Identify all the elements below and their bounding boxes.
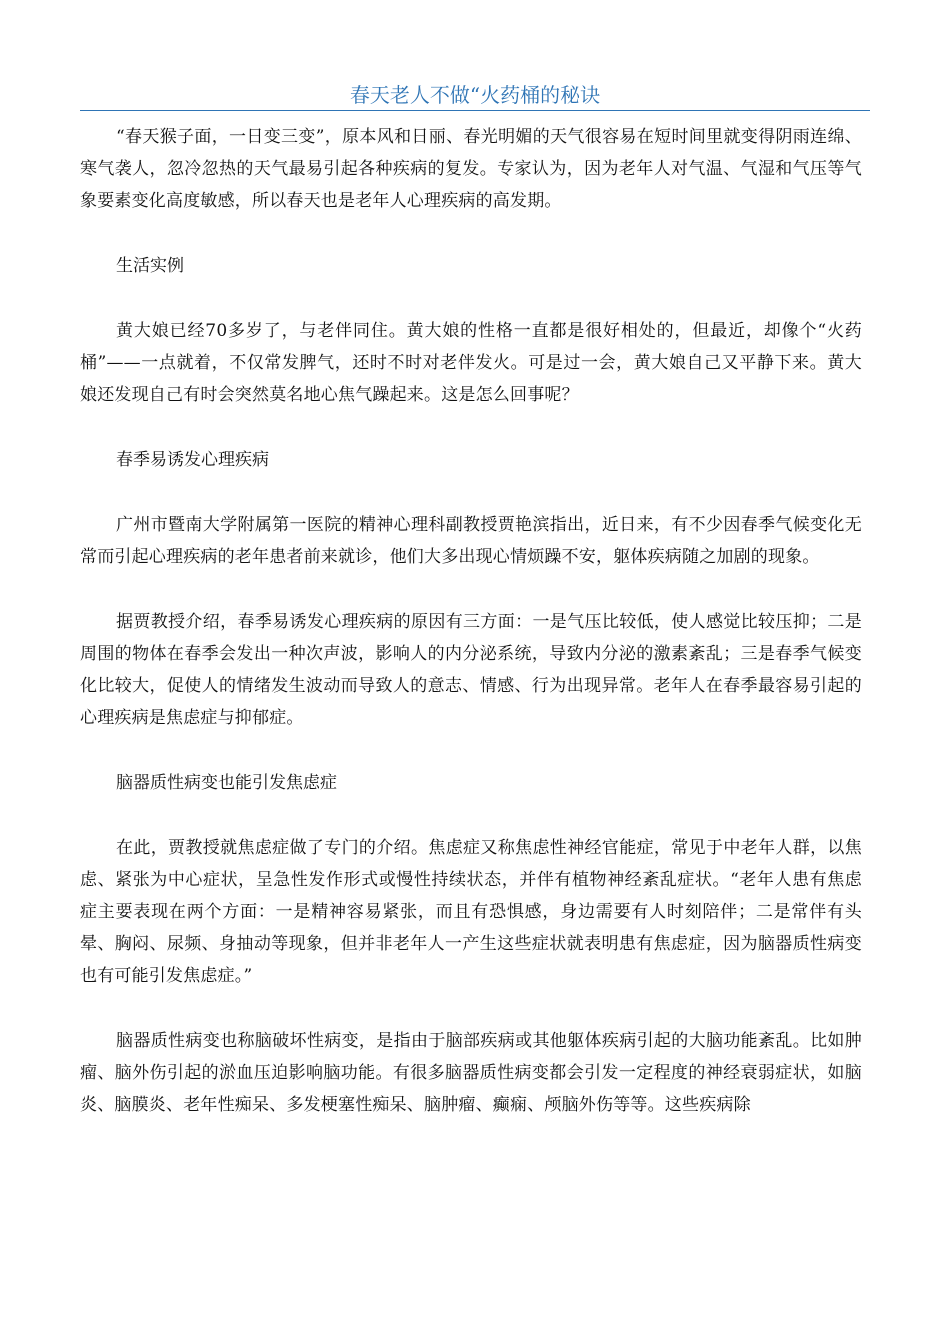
section-heading-spring-illness: 春季易诱发心理疾病 [116,450,269,470]
section-heading-organic-lesion: 脑器质性病变也能引发焦虑症 [116,773,337,793]
paragraph-causes: 据贾教授介绍，春季易诱发心理疾病的原因有三方面：一是气压比较低，使人感觉比较压抑；二是周围的物体在春季会发出一种次声波，影响人的内分泌系统，导致内分泌的激素紊乱；三是春季气候变化比较大，促使人的情绪发生波动而导致人的意志、情感、行为出现异常。老年人在春季最容易引起的心理疾病是焦虑症与抑郁症。 [80,612,862,728]
paragraph-anxiety: 在此，贾教授就焦虑症做了专门的介绍。焦虑症又称焦虑性神经官能症，常见于中老年人群，以焦虑、紧张为中心症状，呈急性发作形式或慢性持续状态，并伴有植物神经紊乱症状。“老年人患有焦虑症主要表现在两个方面：一是精神容易紧张，而且有恐惧感，身边需要有人时刻陪伴；二是常伴有头晕、胸闷、尿频、身抽动等现象，但并非老年人一产生这些症状就表明患有焦虑症，因为脑器质性病变也有可能引发焦虑症。” [80,838,862,986]
paragraph-lesion: 脑器质性病变也称脑破坏性病变，是指由于脑部疾病或其他躯体疾病引起的大脑功能紊乱。比如肿瘤、脑外伤引起的淤血压迫影响脑功能。有很多脑器质性病变都会引发一定程度的神经衰弱症状，如脑炎、脑膜炎、老年性痴呆、多发梗塞性痴呆、脑肿瘤、癫痫、颅脑外伤等等。这些疾病除 [80,1031,862,1115]
title-underline [80,110,870,111]
paragraph-expert: 广州市暨南大学附属第一医院的精神心理科副教授贾艳滨指出，近日来，有不少因春季气候变化无常而引起心理疾病的老年患者前来就诊，他们大多出现心情烦躁不安，躯体疾病随之加剧的现象。 [80,515,862,567]
paragraph-example: 黄大娘已经70多岁了，与老伴同住。黄大娘的性格一直都是很好相处的，但最近，却像个“火药桶”——一点就着，不仅常发脾气，还时不时对老伴发火。可是过一会，黄大娘自己又平静下来。黄大娘还发现自己有时会突然莫名地心焦气躁起来。这是怎么回事呢？ [80,321,862,405]
paragraph-intro: “春天猴子面，一日变三变”，原本风和日丽、春光明媚的天气很容易在短时间里就变得阴雨连绵、寒气袭人，忽冷忽热的天气最易引起各种疾病的复发。专家认为，因为老年人对气温、气湿和气压等气象要素变化高度敏感，所以春天也是老年人心理疾病的高发期。 [80,127,862,211]
document-body [80,121,862,1154]
section-heading-life-example: 生活实例 [116,256,184,276]
document-title: 春天老人不做“火药桶的秘诀 [349,83,601,107]
